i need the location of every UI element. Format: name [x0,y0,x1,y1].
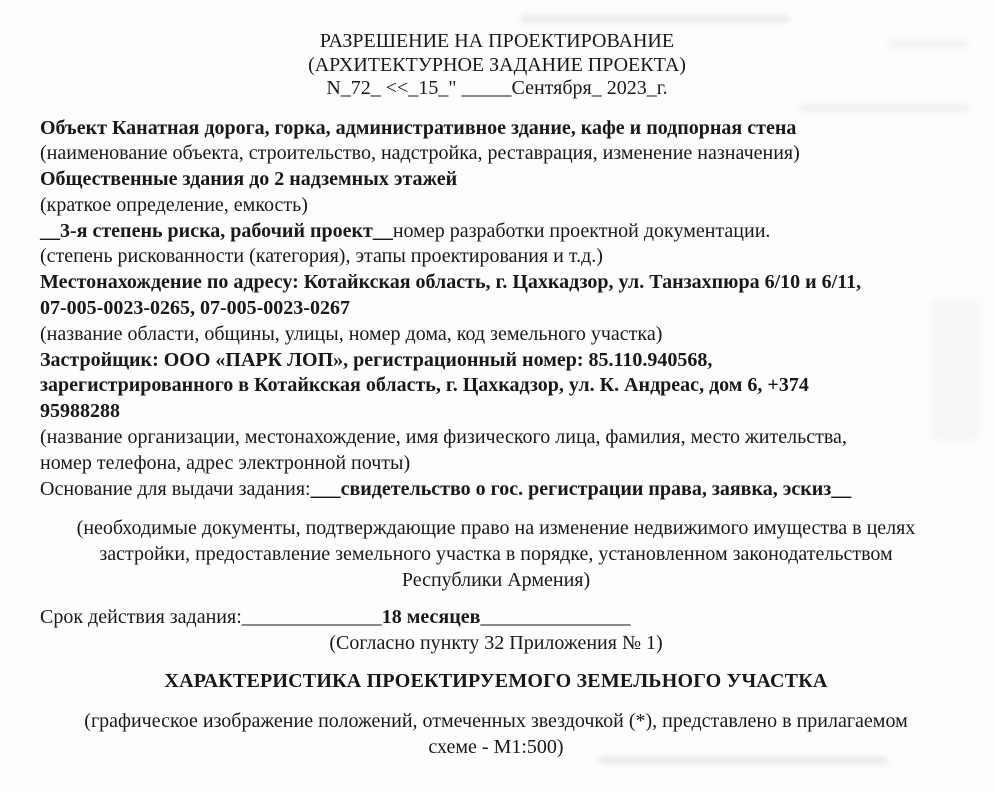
developer-hint-1: (название организации, местонахождение, имя физического лица, фамилия, место жительства, [40,426,847,449]
risk-value: __3-я степень риска, рабочий проект__ [40,219,393,242]
duration-line [40,605,952,631]
basis-line [40,477,952,503]
developer-line-1: Застройщик: ООО «ПАРК ЛОП», регистрационный номер: 85.110.940568, [40,348,713,371]
location-line-2-cadastre-codes: 07-005-0023-0265, 07-005-0023-0267 [40,297,350,320]
risk-hint: (степень рискованности (категория), этапы проектирования и т.д.) [40,245,603,268]
basis-hint-3: Республики Армения) [401,569,591,592]
location-line-1: Местонахождение по адресу: Котайкская область, г. Цахкадзор, ул. Танзахпюра 6/10 и 6/11, [40,271,862,294]
section-hint-2-scale: схеме - М1:500) [428,736,564,759]
developer-hint-2: номер телефона, адрес электронной почты) [40,451,411,474]
document-title [0,0,994,101]
basis-label: Основание для выдачи задания: [40,477,311,500]
basis-hint-2: застройки, предоставление земельного участка в порядке, установленном законодательством [99,543,893,566]
developer-line-2: зарегистрированного в Котайкская область, г. Цахкадзор, ул. К. Андреас, дом 6, +374 [40,374,809,397]
basis-value: ___свидетельство о гос. регистрации права, заявка, эскиз__ [310,477,852,500]
title-line-1: РАЗРЕШЕНИЕ НА ПРОЕКТИРОВАНИЕ [319,30,675,52]
building-type-hint: (краткое определение, емкость) [40,193,308,216]
building-type-line: Общественные здания до 2 надземных этажей [40,168,458,191]
object-hint: (наименование объекта, строительство, надстройка, реставрация, изменение назначения) [40,142,800,165]
duration-underline-right: _______________ [480,605,631,628]
basis-hint-1: (необходимые документы, подтверждающие право на изменение недвижимого имущества в целях [76,517,916,540]
developer-line-3-phone: 95988288 [40,400,120,423]
title-line-2: (АРХИТЕКТУРНОЕ ЗАДАНИЕ ПРОЕКТА) [308,53,686,76]
object-line: Объект Канатная дорога, горка, административное здание, кафе и подпорная стена [40,116,797,139]
section-hint-1: (графическое изображение положений, отмеченных звездочкой (*), представлено в прилагаемом [84,710,908,733]
duration-underline-left: ______________ [241,605,382,628]
section-title-land-plot-characteristics: ХАРАКТЕРИСТИКА ПРОЕКТИРУЕМОГО ЗЕМЕЛЬНОГО УЧАСТКА [164,670,828,693]
scan-artifact [800,103,970,113]
duration-hint: (Согласно пункту 32 Приложения № 1) [329,631,663,654]
risk-rest: номер разработки проектной документации. [392,219,771,242]
document-body [0,116,994,761]
duration-label: Срок действия задания: [40,605,242,628]
duration-value: 18 месяцев [381,605,481,628]
title-line-3-number-date: N_72_ <<_15_" _____Сентября_ 2023_г. [326,77,668,99]
risk-line [40,219,952,245]
location-hint: (название области, общины, улицы, номер дома, код земельного участка) [40,322,663,345]
